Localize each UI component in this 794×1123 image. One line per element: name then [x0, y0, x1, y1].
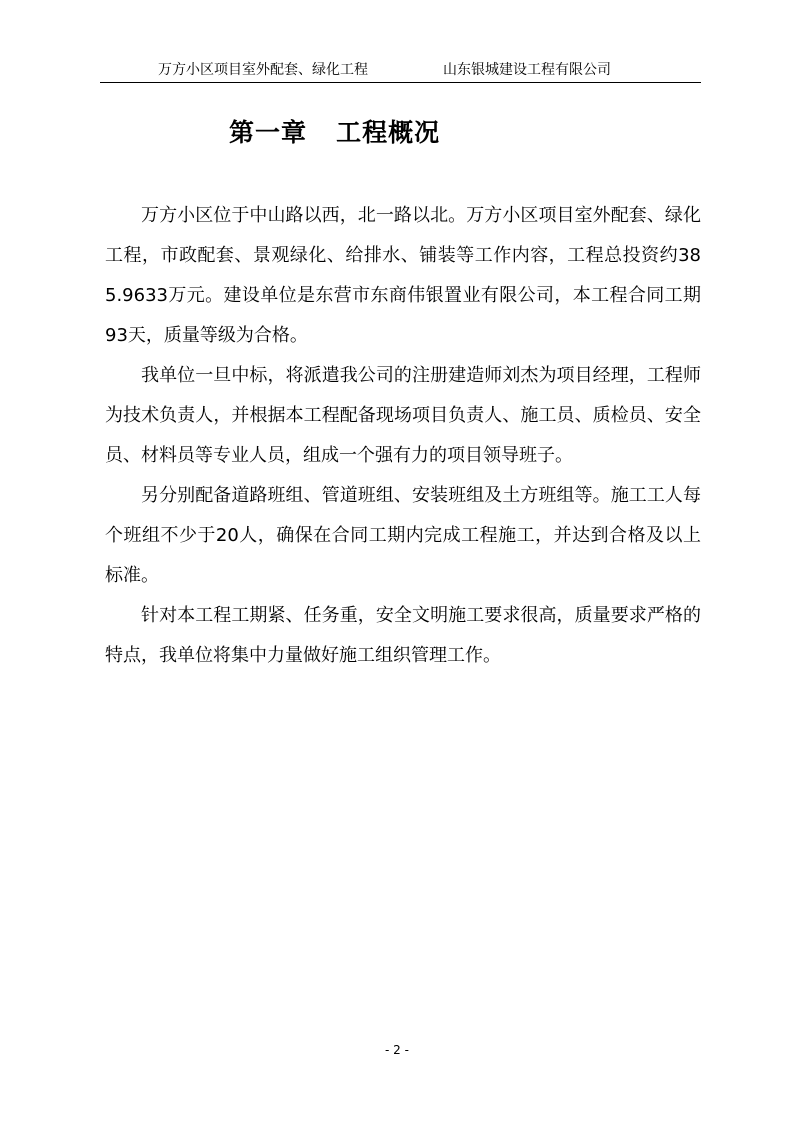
paragraph-work-crews: 另分别配备道路班组、管道班组、安装班组及土方班组等。施工工人每个班组不少于20人，确保在合同工期内完成工程施工，并达到合格及以上标准。: [105, 485, 701, 586]
paragraph-management-team: 我单位一旦中标，将派遣我公司的注册建造师刘杰为项目经理，工程师 为技术负责人，并根据本工程配备现场项目负责人、施工员、质检员、安全员、材料员等专业人员，组成一个强有力的项目领导班子。: [105, 365, 736, 466]
page-header: [100, 58, 701, 83]
paragraph-project-overview: 万方小区位于中山路以西，北一路以北。万方小区项目室外配套、绿化工程，市政配套、景观绿化、给排水、铺装等工作内容，工程总投资约385.9633万元。建设单位是东营市东商伟银置业有限公司，本工程合同工期93天，质量等级为合格。: [105, 205, 701, 346]
paragraph-organization: 针对本工程工期紧、任务重，安全文明施工要求很高，质量要求严格的特点，我单位将集中力量做好施工组织管理工作。: [105, 605, 701, 666]
header-project-name: 万方小区项目室外配套、绿化工程: [158, 62, 368, 78]
page-number: - 2 -: [385, 1043, 409, 1057]
header-company-name: 山东银城建设工程有限公司: [443, 62, 611, 78]
document-body: [105, 196, 736, 676]
chapter-title: 第一章 工程概况: [229, 118, 441, 147]
